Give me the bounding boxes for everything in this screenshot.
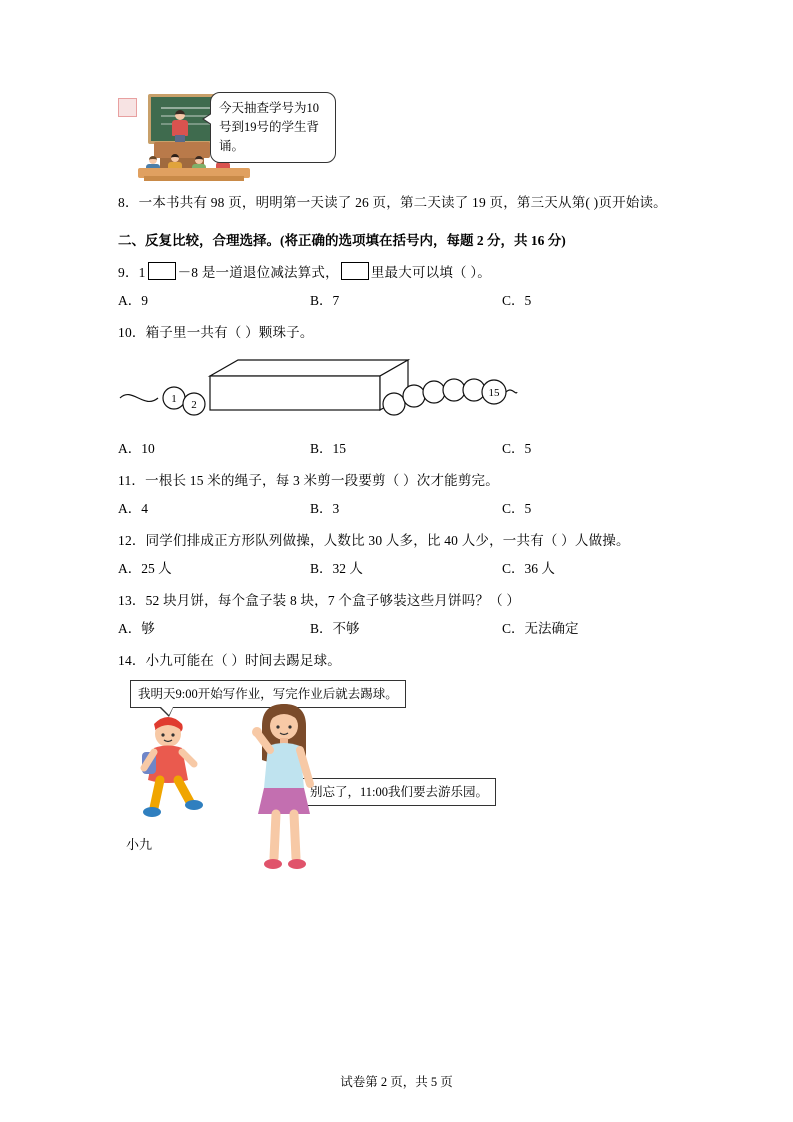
red-square-marker — [118, 98, 137, 117]
option-a[interactable]: A．够 — [118, 621, 155, 636]
option-c[interactable]: C．5 — [502, 501, 532, 516]
answer-box[interactable] — [341, 262, 369, 280]
question-9-options — [118, 288, 678, 314]
girl-figure — [226, 696, 346, 881]
teacher-figure — [172, 110, 188, 144]
option-c[interactable]: C．36 人 — [502, 561, 555, 576]
question-11: 11．一根长 15 米的绳子，每 3 米剪一段要剪（ ）次才能剪完。 — [118, 473, 499, 488]
figure-kids — [118, 680, 678, 880]
question-12-options — [118, 556, 678, 582]
option-a[interactable]: A．4 — [118, 501, 148, 516]
option-b[interactable]: B．15 — [310, 441, 347, 456]
question-10-options — [118, 436, 678, 462]
figure-classroom — [118, 88, 678, 184]
svg-text:1: 1 — [171, 393, 177, 405]
kid-label: 小九 — [126, 837, 153, 852]
beads-box-illustration — [118, 352, 518, 430]
option-a[interactable]: A．10 — [118, 441, 155, 456]
page-content — [118, 88, 678, 880]
boy-figure — [124, 704, 234, 844]
question-8: 8．一本书共有 98 页，明明第一天读了 26 页，第二天读了 19 页，第三天从第( )页开始读。 — [118, 195, 667, 210]
student-desks-shadow — [144, 176, 244, 181]
page-footer: 试卷第 2 页，共 5 页 — [340, 1075, 453, 1089]
answer-box[interactable] — [148, 262, 176, 280]
question-9-suffix: 里最大可以填（ ）。 — [370, 265, 491, 280]
figure-beads-box — [118, 352, 678, 432]
option-c[interactable]: C．5 — [502, 441, 532, 456]
option-a[interactable]: A．9 — [118, 293, 148, 308]
svg-text:2: 2 — [191, 399, 197, 411]
question-13: 13．52 块月饼，每个盒子装 8 块，7 个盒子够装这些月饼吗？（ ） — [118, 593, 521, 608]
option-b[interactable]: B．3 — [310, 501, 340, 516]
option-a[interactable]: A．25 人 — [118, 561, 172, 576]
question-12: 12．同学们排成正方形队列做操，人数比 30 人多，比 40 人少，一共有（ ）人做操。 — [118, 533, 630, 548]
section-heading-two: 二、反复比较，合理选择。(将正确的选项填在括号内，每题 2 分，共 16 分) — [118, 233, 566, 248]
option-b[interactable]: B．7 — [310, 293, 340, 308]
option-b[interactable]: B．32 人 — [310, 561, 363, 576]
svg-text:15: 15 — [488, 387, 500, 399]
option-c[interactable]: C．无法确定 — [502, 621, 579, 636]
question-10: 10．箱子里一共有（ ）颗珠子。 — [118, 325, 314, 340]
speech-bubble-boy: 我明天9:00开始写作业，写完作业后就去踢球。 — [130, 680, 406, 708]
option-c[interactable]: C．5 — [502, 293, 532, 308]
question-14: 14．小九可能在（ ）时间去踢足球。 — [118, 653, 341, 668]
question-9-prefix: 9．1 — [118, 265, 146, 280]
speech-bubble-girl: 别忘了，11:00我们要去游乐园。 — [302, 778, 496, 806]
speech-bubble-teacher: 今天抽查学号为10号到19号的学生背诵。 — [210, 92, 336, 163]
question-11-options — [118, 496, 678, 522]
question-9-mid: －8 是一道退位减法算式， — [177, 265, 339, 280]
option-b[interactable]: B．不够 — [310, 621, 360, 636]
question-13-options — [118, 616, 678, 642]
question-9 — [118, 260, 678, 286]
